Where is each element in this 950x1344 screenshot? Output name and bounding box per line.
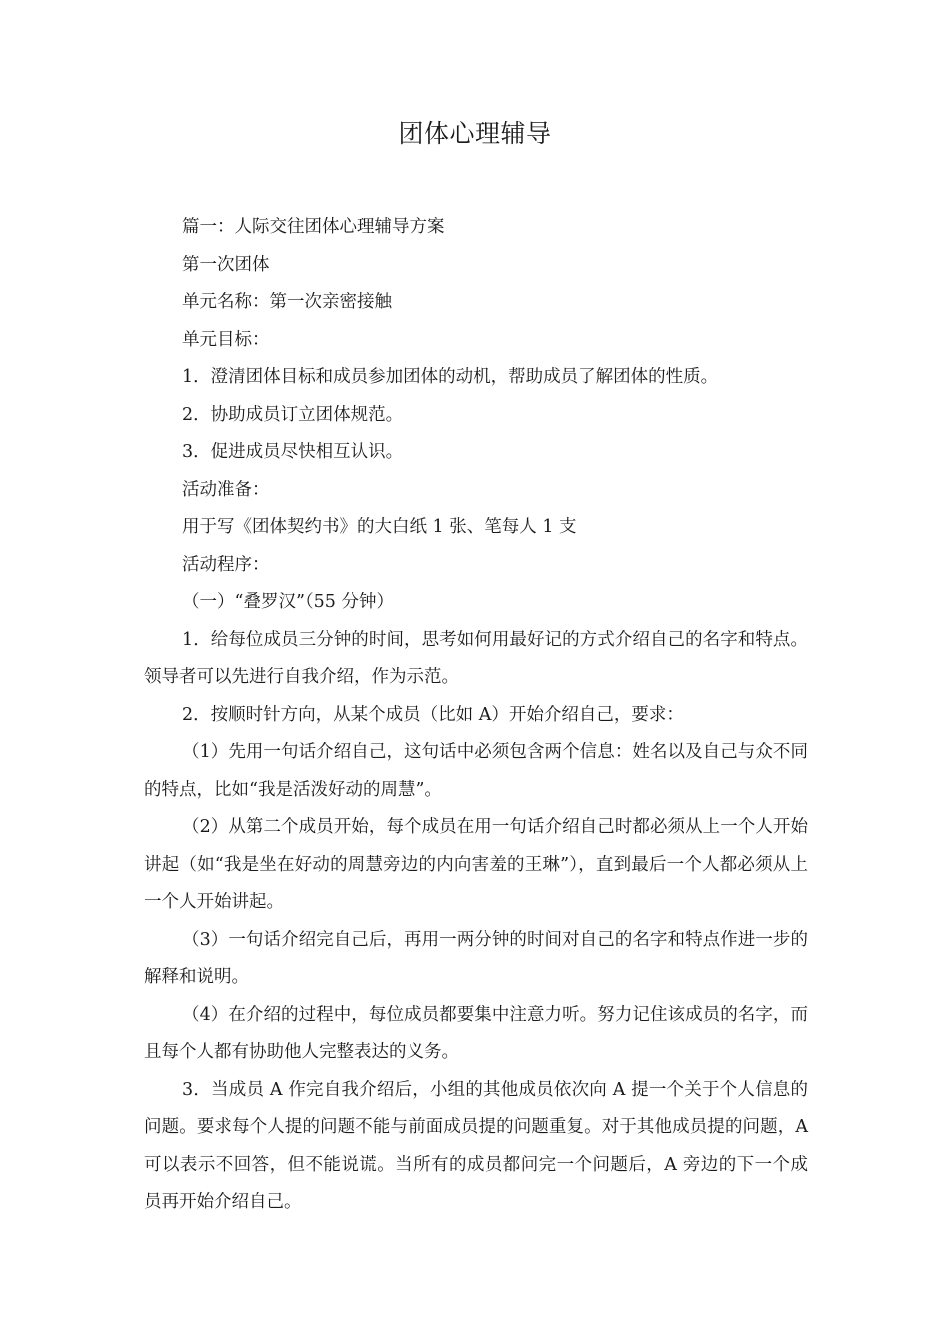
unit-goals-label: 单元目标： (182, 329, 270, 350)
procedure-substep: （1）先用一句话介绍自己，这句话中必须包含两个信息：姓名以及自己与众不同的特点，比如“我是活泼好动的周慧”。 (144, 742, 808, 800)
procedure-substep: （2）从第二个成员开始，每个成员在用一句话介绍自己时都必须从上一个人开始讲起（如“我是坐在好动的周慧旁边的内向害羞的王琳”），直到最后一个人都必须从上一个人开始讲起。 (144, 817, 808, 912)
unit-name: 单元名称：第一次亲密接触 (182, 292, 392, 312)
procedure-substep: （3）一句话介绍完自己后，再用一两分钟的时间对自己的名字和特点作进一步的解释和说明。 (144, 929, 808, 987)
goal-item: 1．澄清团体目标和成员参加团体的动机，帮助成员了解团体的性质。 (182, 367, 719, 387)
goal-item: 2．协助成员订立团体规范。 (182, 404, 404, 425)
procedure-substep: （4）在介绍的过程中，每位成员都要集中注意力听。努力记住该成员的名字，而且每个人都有协助他人完整表达的义务。 (144, 1004, 808, 1062)
preparation-text: 用于写《团体契约书》的大白纸 1 张、笔每人 1 支 (182, 517, 577, 537)
preparation-label: 活动准备： (182, 479, 270, 500)
procedure-label: 活动程序： (182, 554, 270, 575)
document-body (144, 209, 808, 1222)
document-title: 团体心理辅导 (398, 119, 552, 148)
session-heading: 第一次团体 (182, 254, 270, 275)
procedure-step: 1．给每位成员三分钟的时间，思考如何用最好记的方式介绍自己的名字和特点。领导者可以先进行自我介绍，作为示范。 (144, 629, 808, 687)
activity-heading: （一）“叠罗汉”（55 分钟） (182, 592, 394, 612)
procedure-step: 2．按顺时针方向，从某个成员（比如 A）开始介绍自己，要求： (182, 704, 684, 725)
procedure-step: 3．当成员 A 作完自我介绍后，小组的其他成员依次向 A 提一个关于个人信息的问题。要求每个人提的问题不能与前面成员提的问题重复。对于其他成员提的问题，A 可以表示不回答，但不能说谎。当所有的成员都问完一个问题后，A 旁边的下一个成员再开始介绍自己。 (144, 1079, 808, 1212)
section-heading: 篇一：人际交往团体心理辅导方案 (182, 217, 445, 237)
goal-item: 3．促进成员尽快相互认识。 (182, 442, 404, 462)
